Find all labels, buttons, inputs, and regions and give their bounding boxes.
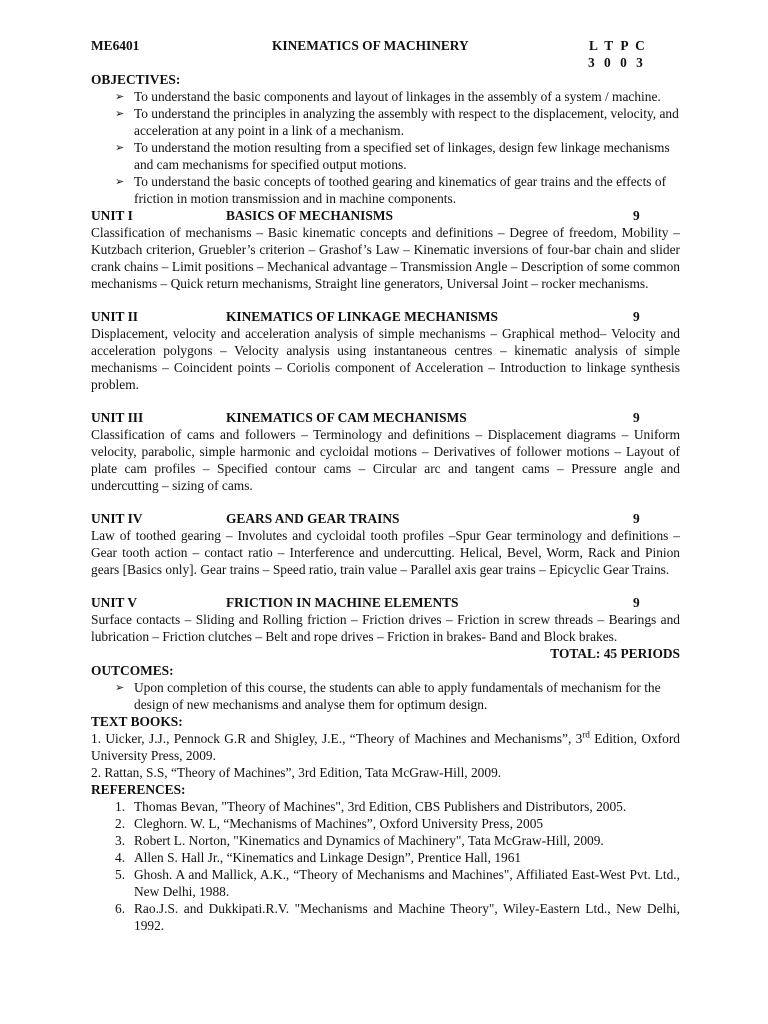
unit-3-body: Classification of cams and followers – Terminology and definitions – Displacement diagrams – Uniform velocity, parabolic, simple harmonic and cycloidal motions – Derivatives of follower motions – Layout of plate cam profiles – Specified contour cams – Circular arc and tangent cams – Pressure angle and undercutting – sizing of cams.	[91, 427, 680, 493]
arrowhead-bullet-icon: ➢	[115, 90, 125, 103]
reference-item: 6. Rao.J.S. and Dukkipati.R.V. "Mechanisms and Machine Theory", Wiley-Eastern Ltd., New Delhi, 1992.	[115, 901, 680, 933]
unit-1-header	[91, 207, 680, 224]
unit-title: FRICTION IN MACHINE ELEMENTS	[226, 595, 459, 610]
reference-item: 5. Ghosh. A and Mallick, A.K., “Theory of Mechanisms and Machines", Affiliated East-West Pvt. Ltd., New Delhi, 1988.	[115, 867, 680, 899]
course-title: KINEMATICS OF MACHINERY	[272, 38, 469, 53]
references-heading: REFERENCES:	[91, 782, 186, 797]
objectives-list	[91, 88, 680, 207]
objective-item: ➢ To understand the principles in analyzing the assembly with respect to the displacement, velocity, and acceleration at any point in a link of a mechanism.	[115, 106, 679, 138]
outcomes-heading: OUTCOMES:	[91, 663, 174, 678]
ltpc-label: L T P C	[589, 38, 647, 53]
ltpc-values: 3 0 0 3	[588, 55, 646, 70]
unit-4-body: Law of toothed gearing – Involutes and cycloidal tooth profiles –Spur Gear terminology and definitions –Gear tooth action – contact ratio – Interference and undercutting. Helical, Bevel, Worm, Rack and Pinion gears [Basics only]. Gear trains – Speed ratio, train value – Parallel axis gear trains – Epicyclic Gear Trains.	[91, 528, 680, 577]
unit-hours: 9	[633, 309, 640, 324]
unit-number: UNIT V	[91, 595, 138, 610]
unit-title: KINEMATICS OF LINKAGE MECHANISMS	[226, 309, 498, 324]
unit-2-header	[91, 308, 680, 325]
unit-hours: 9	[633, 511, 640, 526]
unit-4-header	[91, 510, 680, 527]
text-book-item: 1. Uicker, J.J., Pennock G.R and Shigley, J.E., “Theory of Machines and Mechanisms”, 3rd Edition, Oxford University Press, 2009.	[91, 729, 680, 763]
unit-1-body: Classification of mechanisms – Basic kinematic concepts and definitions – Degree of freedom, Mobility – Kutzbach criterion, Gruebler’s criterion – Grashof’s Law – Kinematic inversions of four-bar chain and slider crank chains – Limit positions – Mechanical advantage – Transmission Angle – Description of some common mechanisms – Quick return mechanisms, Straight line generators, Universal Joint – rocker mechanisms.	[91, 225, 680, 291]
references-list	[91, 798, 680, 934]
unit-title: KINEMATICS OF CAM MECHANISMS	[226, 410, 467, 425]
course-header	[91, 37, 680, 54]
unit-3-header	[91, 409, 680, 426]
unit-hours: 9	[633, 410, 640, 425]
unit-number: UNIT IV	[91, 511, 143, 526]
unit-5-header	[91, 594, 680, 611]
unit-5-body: Surface contacts – Sliding and Rolling friction – Friction drives – Friction in screw threads – Bearings and lubrication – Friction clutches – Belt and rope drives – Friction in brakes- Band and Block brakes.	[91, 612, 680, 644]
arrowhead-bullet-icon: ➢	[115, 107, 125, 120]
arrowhead-bullet-icon: ➢	[115, 175, 125, 188]
arrowhead-bullet-icon: ➢	[115, 681, 125, 694]
unit-number: UNIT III	[91, 410, 144, 425]
reference-item: 1. Thomas Bevan, "Theory of Machines", 3rd Edition, CBS Publishers and Distributors, 2005.	[115, 799, 627, 814]
unit-title: GEARS AND GEAR TRAINS	[226, 511, 400, 526]
objectives-heading: OBJECTIVES:	[91, 72, 181, 87]
unit-title: BASICS OF MECHANISMS	[226, 208, 393, 223]
objective-item: ➢ To understand the basic concepts of toothed gearing and kinematics of gear trains and the effects of friction in motion transmission and in machine components.	[115, 174, 667, 206]
unit-hours: 9	[633, 208, 640, 223]
credits-row	[91, 54, 680, 71]
arrowhead-bullet-icon: ➢	[115, 141, 125, 154]
unit-hours: 9	[633, 595, 640, 610]
outcomes-list	[91, 679, 680, 713]
outcome-item: ➢ Upon completion of this course, the students can able to apply fundamentals of mechanism for the design of new mechanisms and analyse them for optimum design.	[115, 680, 661, 712]
text-books-heading: TEXT BOOKS:	[91, 714, 183, 729]
unit-number: UNIT I	[91, 208, 133, 223]
objective-item: ➢ To understand the basic components and layout of linkages in the assembly of a system / machine.	[115, 89, 661, 104]
unit-2-body: Displacement, velocity and acceleration analysis of simple mechanisms – Graphical method– Velocity and acceleration polygons – Velocity analysis using instantaneous centres – kinematic analysis of simple mechanisms – Coincident points – Coriolis component of Acceleration – Introduction to linkage synthesis problem.	[91, 326, 680, 392]
reference-item: 3. Robert L. Norton, "Kinematics and Dynamics of Machinery", Tata McGraw-Hill, 2009.	[115, 833, 604, 848]
unit-number: UNIT II	[91, 309, 139, 324]
text-book-item: 2. Rattan, S.S, “Theory of Machines”, 3rd Edition, Tata McGraw-Hill, 2009.	[91, 765, 502, 780]
course-code: ME6401	[91, 38, 140, 53]
reference-item: 2. Cleghorn. W. L, “Mechanisms of Machines”, Oxford University Press, 2005	[115, 816, 544, 831]
total-periods: TOTAL: 45 PERIODS	[550, 646, 680, 661]
objective-item: ➢ To understand the motion resulting from a specified set of linkages, design few linkage mechanisms and cam mechanisms for specified output motions.	[115, 140, 670, 172]
reference-item: 4. Allen S. Hall Jr., “Kinematics and Linkage Design”, Prentice Hall, 1961	[115, 850, 522, 865]
